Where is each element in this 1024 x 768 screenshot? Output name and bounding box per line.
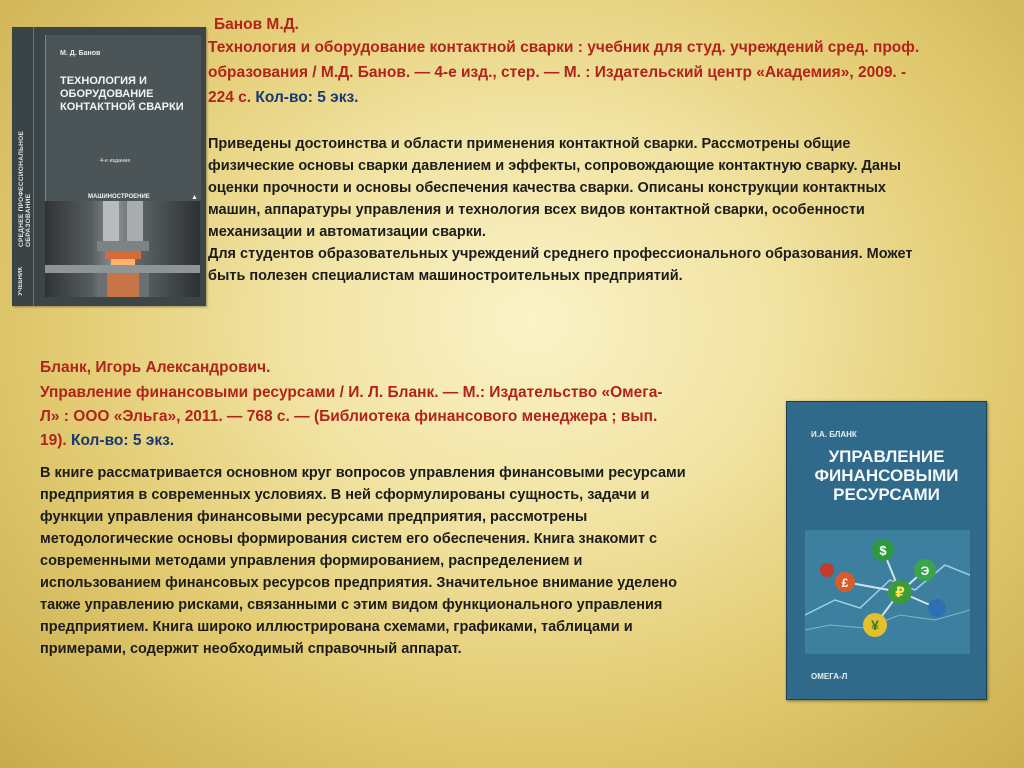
entry1-title-line-2: образования / М.Д. Банов. — 4-е изд., стер. — М. : Издательский центр «Академия», 2009. -	[208, 64, 907, 81]
spine-text: СРЕДНЕЕ ПРОФЕССИОНАЛЬНОЕ ОБРАЗОВАНИЕ	[18, 130, 32, 247]
entry1-quantity: Кол-во: 5 экз.	[255, 89, 359, 106]
entry1-annotation-line-7: быть полезен специалистам машиностроительных предприятий.	[208, 268, 683, 284]
entry1-pages: 224 с.	[208, 89, 256, 106]
entry2-annotation-line-3: функции управления финансовыми ресурсами предприятия, рассмотрены	[40, 509, 588, 525]
euro-like-symbol: Э	[920, 564, 930, 578]
entry1-annotation-line-2: физические основы сварки давлением и эффекты, сопровождающие контактную сварку. Даны	[208, 158, 902, 174]
cover-series: МАШИНОСТРОЕНИЕ	[88, 194, 150, 200]
yen-symbol: ¥	[871, 617, 879, 633]
cover-art-currency-molecule	[805, 530, 970, 654]
dollar-symbol: $	[879, 543, 887, 558]
book-spine	[12, 27, 34, 306]
cover-title: УПРАВЛЕНИЕ ФИНАНСОВЫМИ РЕСУРСАМИ	[814, 447, 959, 504]
entry2-annotation-line-2: предприятия в современных условиях. В ней сформулированы сущность, задачи и	[40, 487, 650, 503]
entry2-title-line-3	[40, 430, 174, 452]
entry2-quantity: Кол-во: 5 экз.	[71, 432, 175, 449]
ruble-symbol: ₽	[895, 585, 905, 601]
entry1-annotation-line-1: Приведены достоинства и области применения контактной сварки. Рассмотрены общие	[208, 136, 851, 152]
entry2-annotation-line-8: предприятием. Книга широко иллюстрирована схемами, графиками, таблицами и	[40, 619, 633, 635]
spine-label: УЧЕБНИК	[18, 267, 24, 296]
entry1-annotation-line-3: оценки прочности и основы обеспечения качества сварки. Описаны конструкции контактных	[208, 180, 886, 196]
entry2-annotation-line-9: примерами, содержит необходимый справочный аппарат.	[40, 641, 462, 657]
entry2-author: Бланк, Игорь Александрович.	[40, 359, 271, 376]
entry2-title-tail: 19).	[40, 432, 72, 449]
cover-author: М. Д. Банов	[60, 50, 101, 57]
entry2-title-line-1: Управление финансовыми ресурсами / И. Л. Бланк. — М.: Издательство «Омега-	[40, 384, 663, 401]
entry1-author: Банов М.Д.	[214, 16, 299, 33]
entry2-annotation-line-6: использованием финансовых ресурсов предприятия. Значительное внимание уделено	[40, 575, 677, 591]
book-cover-banov	[12, 27, 206, 306]
entry1-annotation-line-4: машин, аппаратуры управления и технология всех видов контактной сварки, особенности	[208, 202, 865, 218]
book-cover-blank	[786, 401, 987, 700]
cover-title-panel	[45, 35, 201, 201]
entry2-annotation-line-1: В книге рассматривается основном круг вопросов управления финансовыми ресурсами	[40, 465, 686, 481]
cover-title: ТЕХНОЛОГИЯ И ОБОРУДОВАНИЕ КОНТАКТНОЙ СВАРКИ	[60, 75, 184, 113]
entry2-annotation-line-4: методологические основы формирования систем его обеспечения. Книга знакомит с	[40, 531, 658, 547]
entry1-annotation-line-6: Для студентов образовательных учреждений среднего профессионального образования. Может	[208, 246, 913, 262]
cover-edition: 4-е издание	[100, 158, 131, 164]
entry2-annotation-line-7: также управлению рисками, связанными с этим видом функционального управления	[40, 597, 663, 613]
cover-publisher: ОМЕГА-Л	[811, 672, 848, 681]
entry1-title-line-1: Технология и оборудование контактной сварки : учебник для студ. учреждений сред. проф.	[208, 39, 920, 56]
publisher-logo-icon: ▲	[191, 194, 198, 201]
cover-photo-welding	[45, 201, 200, 297]
entry2-title-line-2: Л» : ООО «Эльга», 2011. — 768 с. — (Библиотека финансового менеджера ; вып.	[40, 408, 658, 425]
entry2-annotation-line-5: современными методами управления формированием, распределением и	[40, 553, 583, 569]
entry1-annotation-line-5: механизации и автоматизации сварки.	[208, 224, 486, 240]
cover-author: И.А. БЛАНК	[811, 430, 857, 439]
pound-symbol: £	[841, 576, 849, 590]
entry1-title-line-3	[208, 87, 358, 109]
